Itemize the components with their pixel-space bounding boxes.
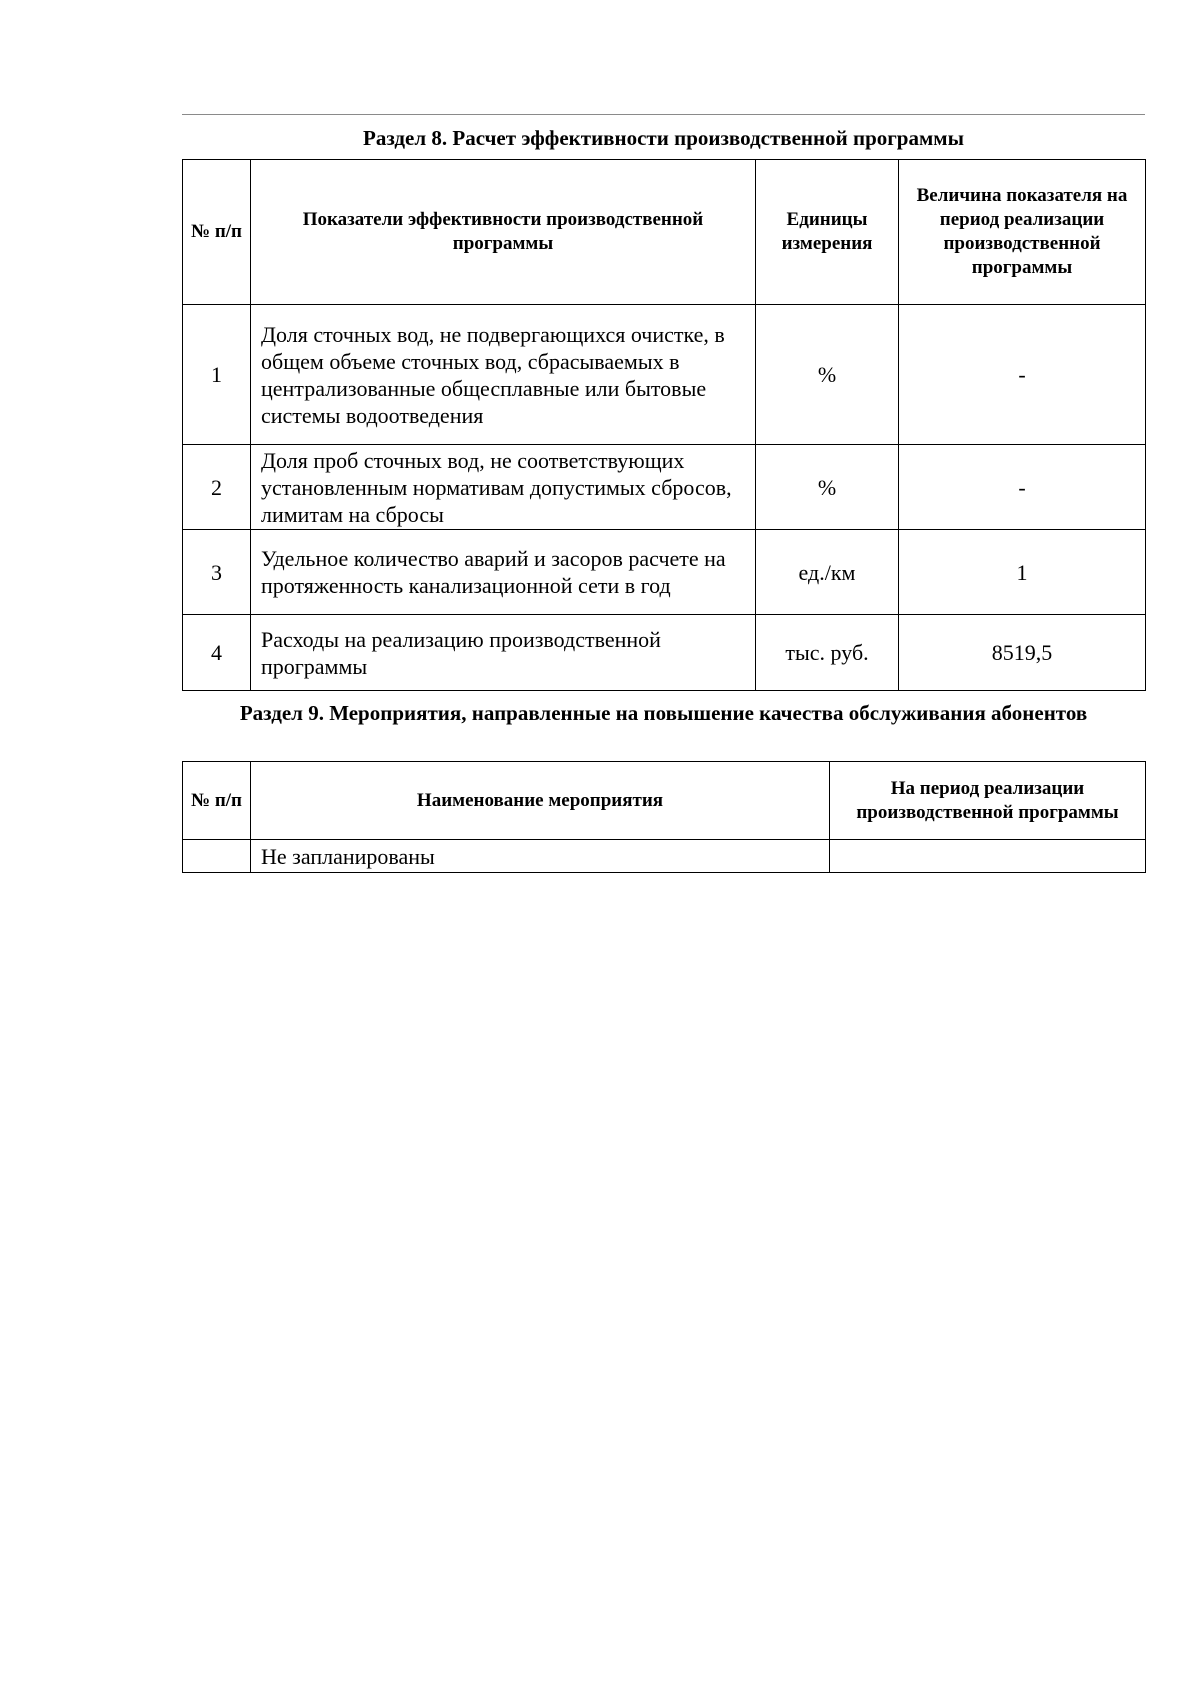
section-8-title: Раздел 8. Расчет эффективности производственной программы: [363, 126, 964, 150]
cell-num: 4: [183, 615, 251, 691]
section-9-title: Раздел 9. Мероприятия, направленные на повышение качества обслуживания абонентов: [239, 701, 1088, 725]
column-header-num: № п/п: [183, 762, 251, 840]
column-header-value: Величина показателя на период реализации производственной программы: [899, 160, 1146, 305]
table-header-row: [183, 762, 1146, 840]
column-header-num: № п/п: [183, 160, 251, 305]
table-row: [183, 615, 1146, 691]
column-header-period: На период реализации производственной программы: [830, 762, 1146, 840]
header-rule: [182, 114, 1145, 115]
cell-indicator: Доля сточных вод, не подвергающихся очистке, в общем объеме сточных вод, сбрасываемых в централизованные общесплавные или бытовые системы водоотведения: [251, 305, 756, 445]
cell-num: [183, 840, 251, 873]
cell-unit: тыс. руб.: [756, 615, 899, 691]
table-row: [183, 305, 1146, 445]
cell-unit: %: [756, 305, 899, 445]
cell-num: 3: [183, 530, 251, 615]
cell-value: 8519,5: [899, 615, 1146, 691]
cell-unit: %: [756, 445, 899, 530]
table-row: [183, 840, 1146, 873]
efficiency-table: [182, 159, 1146, 691]
measures-table: [182, 761, 1146, 873]
cell-num: 2: [183, 445, 251, 530]
column-header-indicator: Показатели эффективности производственной программы: [251, 160, 756, 305]
table-row: [183, 445, 1146, 530]
cell-indicator: Расходы на реализацию производственной программы: [251, 615, 756, 691]
cell-indicator: Удельное количество аварий и засоров расчете на протяженность канализационной сети в год: [251, 530, 756, 615]
table-row: [183, 530, 1146, 615]
cell-num: 1: [183, 305, 251, 445]
cell-value: -: [899, 445, 1146, 530]
cell-period: [830, 840, 1146, 873]
cell-indicator: Доля проб сточных вод, не соответствующих установленным нормативам допустимых сбросов, лимитам на сбросы: [251, 445, 756, 530]
cell-name: Не запланированы: [251, 840, 830, 873]
cell-unit: ед./км: [756, 530, 899, 615]
table-header-row: [183, 160, 1146, 305]
cell-value: 1: [899, 530, 1146, 615]
cell-value: -: [899, 305, 1146, 445]
column-header-name: Наименование мероприятия: [251, 762, 830, 840]
column-header-unit: Единицы измерения: [756, 160, 899, 305]
